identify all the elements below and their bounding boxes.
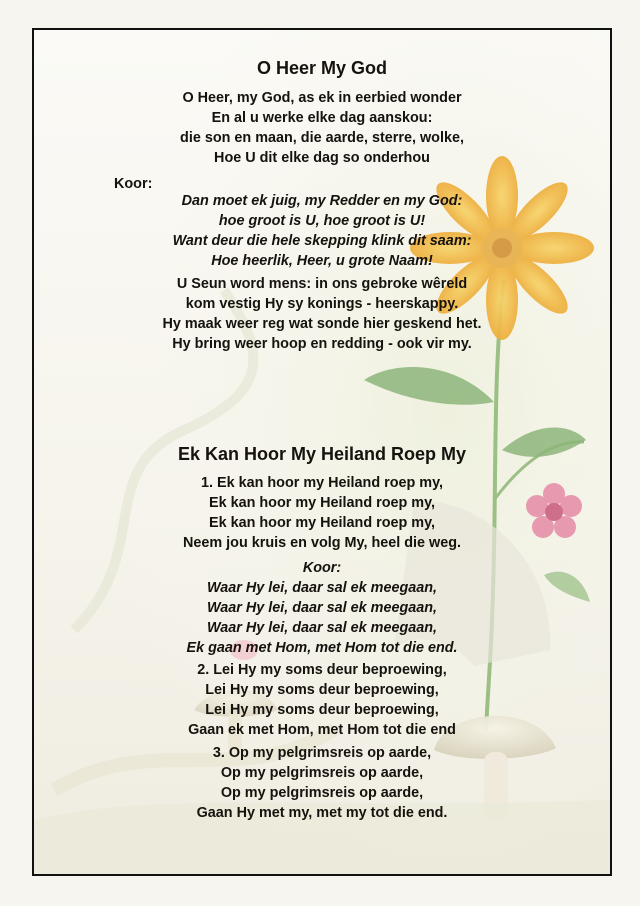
song1-verse2-line: Hy maak weer reg wat sonde hier geskend het. bbox=[162, 316, 482, 332]
hymn-sheet-frame bbox=[32, 28, 612, 876]
song1-chorus-line: hoe groot is U, hoe groot is U! bbox=[218, 213, 426, 229]
song2-verse2-line: Lei Hy my soms deur beproewing, bbox=[205, 682, 439, 698]
song1-verse2 bbox=[34, 274, 610, 354]
song2-title: Ek Kan Hoor My Heiland Roep My bbox=[177, 444, 467, 464]
song1-verse2-line: U Seun word mens: in ons gebroke wêreld bbox=[176, 276, 468, 292]
song2-title-block bbox=[34, 442, 610, 466]
song2-chorus-lines bbox=[34, 578, 610, 658]
hymn-content bbox=[34, 30, 610, 874]
song1-verse1-line: En al u werke elke dag aanskou: bbox=[211, 110, 433, 126]
song1-chorus-label: Koor: bbox=[114, 176, 153, 192]
song1-verse2-line: Hy bring weer hoop en redding - ook vir my. bbox=[172, 336, 472, 352]
song2-verse2 bbox=[34, 660, 610, 740]
song2-verse1-line: Ek kan hoor my Heiland roep my, bbox=[208, 495, 436, 511]
song2-verse2-line: 2. Lei Hy my soms deur beproewing, bbox=[197, 662, 447, 678]
song2-chorus-line: Waar Hy lei, daar sal ek meegaan, bbox=[206, 580, 438, 596]
song1-verse1-line: die son en maan, die aarde, sterre, wolke, bbox=[180, 130, 464, 146]
song1-verse1-line: Hoe U dit elke dag so onderhou bbox=[214, 150, 430, 166]
song1-verse2-line: kom vestig Hy sy konings - heerskappy. bbox=[185, 296, 459, 312]
song2-verse2-line: Lei Hy my soms deur beproewing, bbox=[205, 702, 439, 718]
song1-title: O Heer My God bbox=[256, 58, 388, 78]
song2-verse1-line: Ek kan hoor my Heiland roep my, bbox=[208, 515, 436, 531]
song2-verse3-line: Gaan Hy met my, met my tot die end. bbox=[196, 805, 448, 821]
song1-verse1-line: O Heer, my God, as ek in eerbied wonder bbox=[182, 90, 462, 106]
song2-chorus bbox=[34, 558, 610, 658]
song2-verse1 bbox=[34, 473, 610, 553]
song1-chorus-line: Want deur die hele skepping klink dit saam: bbox=[172, 233, 472, 249]
song1-chorus bbox=[34, 191, 610, 271]
song2-verse3 bbox=[34, 743, 610, 823]
song2-chorus-line: Ek gaan met Hom, met Hom tot die end. bbox=[186, 640, 458, 656]
song2-verse1-line: 1. Ek kan hoor my Heiland roep my, bbox=[200, 475, 444, 491]
song2-verse3-line: Op my pelgrimsreis op aarde, bbox=[220, 785, 424, 801]
song2-verse1-line: Neem jou kruis en volg My, heel die weg. bbox=[182, 535, 462, 551]
song1-verse1 bbox=[34, 88, 610, 168]
song1-chorus-line: Hoe heerlik, Heer, u grote Naam! bbox=[211, 253, 433, 269]
song2-verse3-line: 3. Op my pelgrimsreis op aarde, bbox=[212, 745, 432, 761]
song2-verse3-line: Op my pelgrimsreis op aarde, bbox=[220, 765, 424, 781]
song2-chorus-line: Waar Hy lei, daar sal ek meegaan, bbox=[206, 620, 438, 636]
song2-chorus-label: Koor: bbox=[302, 560, 342, 576]
song2-verse2-line: Gaan ek met Hom, met Hom tot die end bbox=[188, 722, 456, 738]
song1-chorus-line: Dan moet ek juig, my Redder en my God: bbox=[181, 193, 463, 209]
song2-chorus-line: Waar Hy lei, daar sal ek meegaan, bbox=[206, 600, 438, 616]
song1-title-block bbox=[34, 56, 610, 80]
